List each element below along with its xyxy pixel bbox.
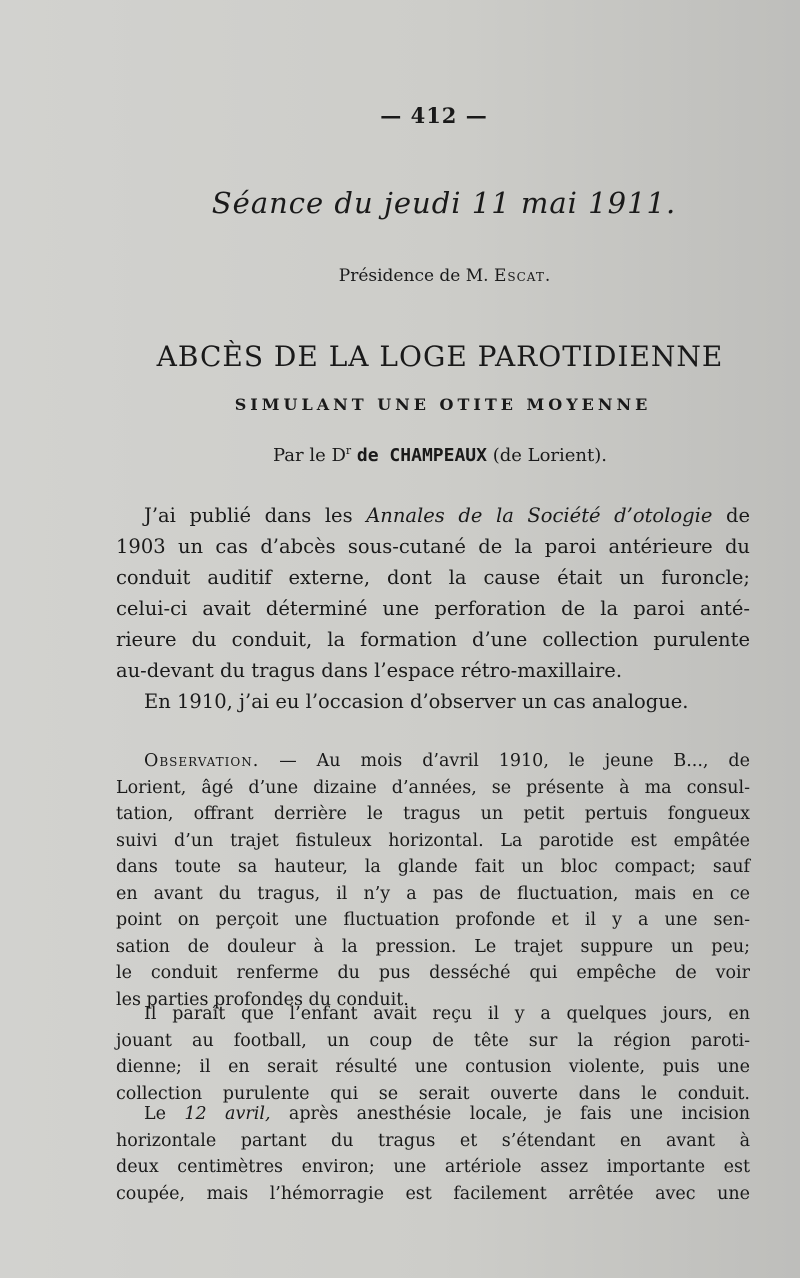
presidency-prefix: Présidence de M. [338,266,489,286]
paragraph-procedure [116,1101,750,1207]
text-line: rieure du conduit, la formation d’une collection purulente [116,628,750,651]
text-line [116,1101,750,1128]
session-title: Séance du jeudi 11 mai 1911. [211,186,677,220]
text-line: au-devant du tragus dans l’espace rétro-maxillaire. [116,659,623,682]
text-line: dans toute sa hauteur, la glande fait un bloc compact; sauf [116,857,750,877]
text-line: Lorient, âgé d’une dizaine d’années, se présente à ma consul- [116,777,750,798]
text-line: dienne; il en serait résulté une contusion violente, puis une [116,1057,750,1077]
journal-title: Annales de la Société d’otologie [366,504,713,527]
author-line [0,444,800,466]
text-line: tation, offrant derrière le tragus un petit pertuis fongueux [116,804,750,824]
text-line: le conduit renferme du pus desséché qui empêche de voir [116,963,750,983]
text-span: — Au mois d’avril 1910, le jeune B..., de [259,751,750,771]
text-line: horizontale partant du tragus et s’étendant en avant à [116,1130,750,1151]
text-span: Le [144,1104,185,1124]
paragraph-observation [116,748,750,1013]
text-span: J’ai publié dans les [144,504,367,527]
author-name: de CHAMPEAUX [356,445,487,466]
article-subtitle: SIMULANT UNE OTITE MOYENNE [234,395,652,414]
text-line: conduit auditif externe, dont la cause était un furoncle; [116,566,750,589]
paragraph-intro [116,500,750,686]
text-line: les parties profondes du conduit. [116,989,409,1010]
text-line: deux centimètres environ; une artériole assez importante est [116,1157,750,1177]
text-line: jouant au football, un coup de tête sur la région paroti- [116,1030,750,1051]
procedure-date: 12 avril, [184,1104,271,1124]
text-line [116,748,750,775]
text-line: En 1910, j’ai eu l’occasion d’observer un cas analogue. [144,690,689,713]
article-title: ABCÈS DE LA LOGE PAROTIDIENNE [156,340,724,373]
observation-label: Observation. [144,751,260,771]
text-line: point on perçoit une fluctuation profonde et il y a une sen- [116,910,750,930]
author-title-sup: r [345,444,352,457]
author-affiliation: (de Lorient). [492,445,607,466]
text-line [116,500,750,531]
text-line: sation de douleur à la pression. Le trajet suppure un peu; [116,936,750,957]
text-line: Il paraît que l’enfant avait reçu il y a quelques jours, en [144,1004,750,1024]
presidency-line [0,266,800,286]
text-line: celui-ci avait déterminé une perforation de la paroi anté- [116,597,750,620]
text-line: suivi d’un trajet fistuleux horizontal. La parotide est empâtée [116,830,750,851]
text-line: collection purulente qui se serait ouverte dans le conduit. [116,1083,750,1104]
text-line: coupée, mais l’hémorragie est facilement arrêtée avec une [116,1183,750,1204]
text-span: après anesthésie locale, je fais une incision [270,1104,750,1124]
author-prefix: Par le D [272,445,346,466]
text-line: 1903 un cas d’abcès sous-cutané de la paroi antérieure du [116,535,750,558]
page-number: — 412 — [380,103,488,128]
text-line: en avant du tragus, il n’y a pas de fluctuation, mais en ce [116,883,750,904]
presidency-name: Escat. [494,266,552,286]
paragraph-history [116,1001,750,1107]
text-span: de [712,504,750,527]
paragraph-analogous-case [116,686,750,717]
